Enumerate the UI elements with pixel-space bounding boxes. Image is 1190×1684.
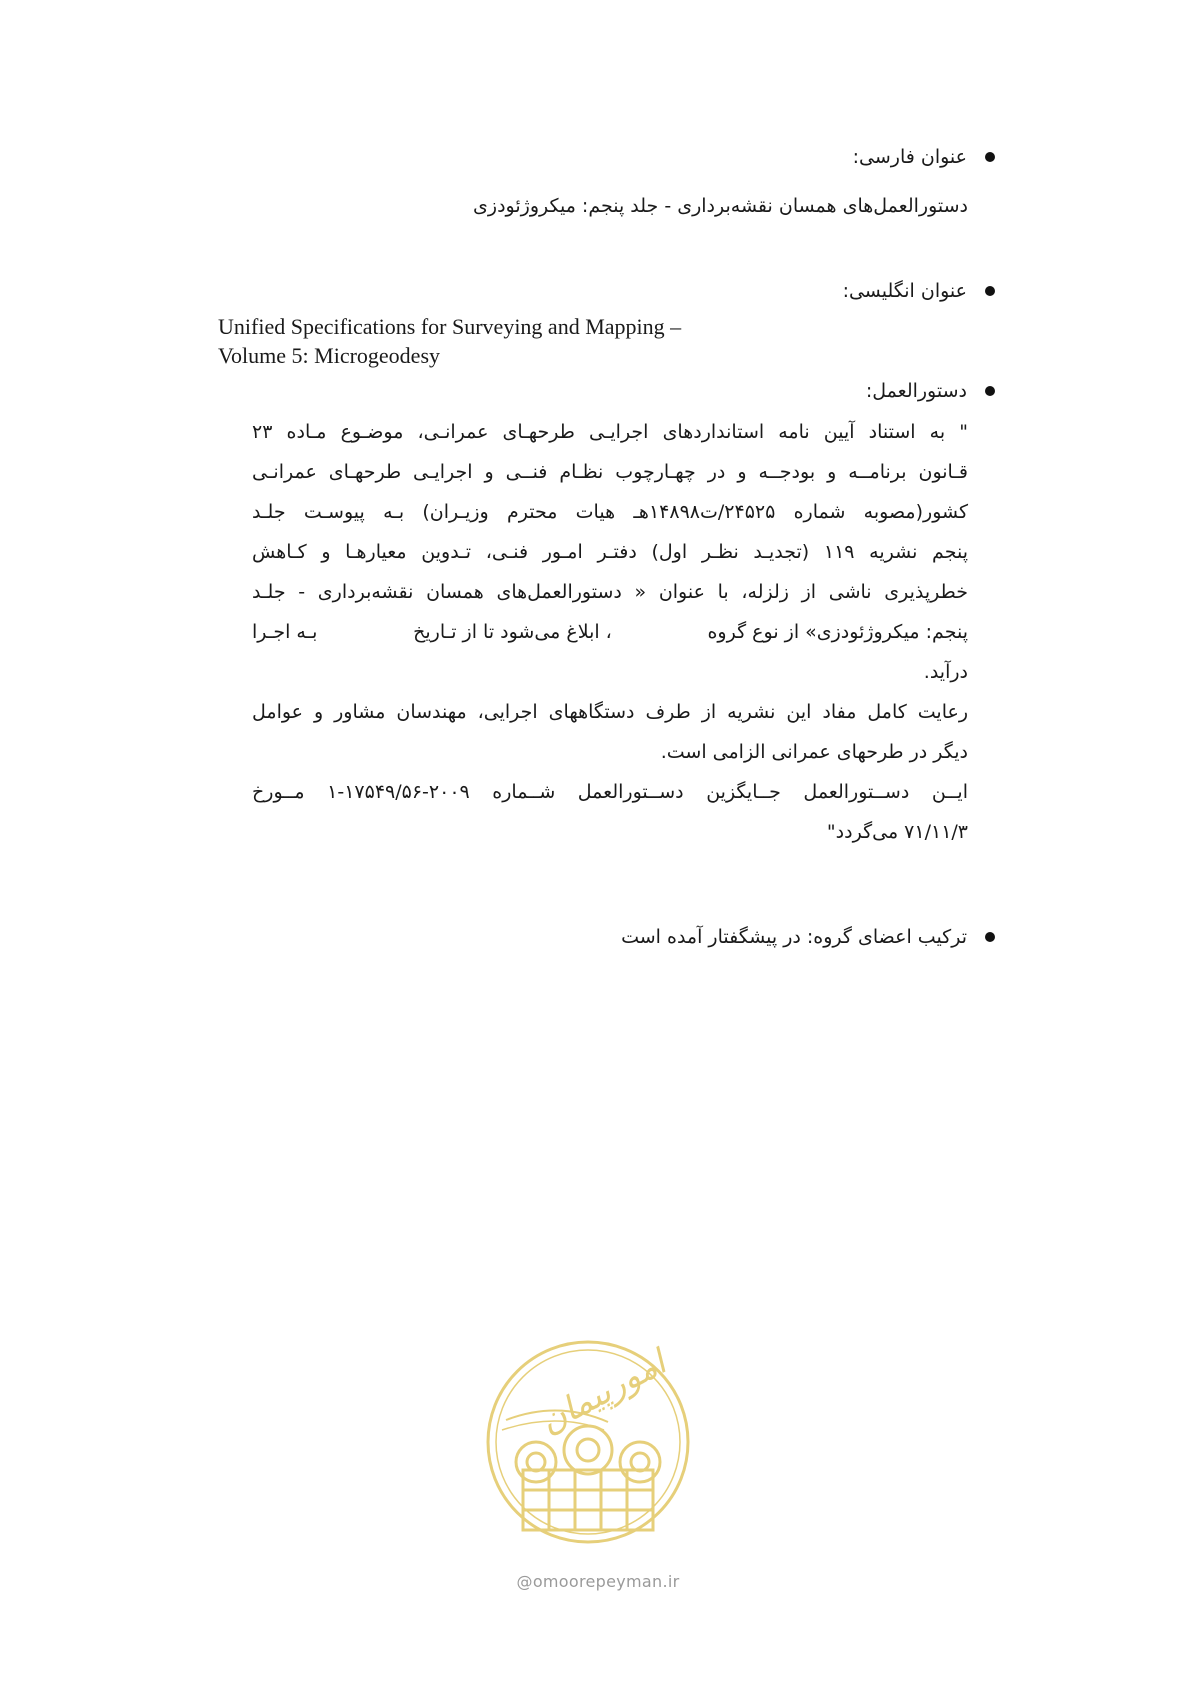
replacement-line: ۷۱/۱۱/۳ می‌گردد" [826, 821, 968, 843]
bullet-icon [985, 286, 995, 296]
logo-text: امورپیمان [533, 1342, 673, 1442]
instruction-line-part: پنجم: میکروژئودزی» از نوع گروه [707, 621, 968, 643]
watermark-handle: @omoorepeyman.ir [516, 1572, 680, 1591]
compliance-line: رعایت کامل مفاد این نشریه از طرف دستگاههای اجرایی، مهندسان مشاور و عوامل [252, 701, 968, 723]
english-title-line-1: Unified Specifications for Surveying and Mapping – [218, 314, 682, 339]
english-title-value [218, 312, 681, 370]
omoorepeyman-seal-logo-icon [478, 1330, 698, 1560]
bullet-icon [985, 386, 995, 396]
instruction-line-with-blanks [252, 612, 968, 652]
bullet-icon [985, 932, 995, 942]
instruction-bullet [195, 374, 995, 408]
instruction-line: پنجم نشریه ۱۱۹ (تجدیـد نظـر اول) دفتـر امـور فنـی، تـدوین معیارهـا و کـاهش [252, 541, 968, 563]
instruction-line-part: بـه اجـرا [252, 621, 318, 643]
instruction-label: دستورالعمل: [865, 380, 967, 402]
persian-title-bullet [195, 140, 995, 174]
instruction-line: خطرپذیری ناشی از زلزله، با عنوان « دستورالعمل‌های همسان نقشه‌برداری - جلـد [252, 581, 968, 603]
group-members-bullet [195, 920, 995, 954]
english-title-label: عنوان انگلیسی: [842, 280, 967, 302]
persian-title-value: دستورالعمل‌های همسان نقشه‌برداری - جلد پنجم: میکروژئودزی [473, 195, 968, 217]
bullet-icon [985, 152, 995, 162]
instruction-line-part: ، ابلاغ می‌شود تا از تـاریخ [413, 621, 612, 643]
instruction-body [252, 412, 968, 852]
group-members-text: ترکیب اعضای گروه: در پیشگفتار آمده است [621, 926, 967, 948]
compliance-line: دیگر در طرحهای عمرانی الزامی است. [660, 741, 968, 763]
english-title-line-2: Volume 5: Microgeodesy [218, 343, 441, 368]
instruction-line: قـانون برنامــه و بودجــه و در چهـارچوب نظـام فنــی و اجرایـی طرحهـای عمرانـی [252, 461, 968, 483]
replacement-line: ایــن دســتورالعمل جــایگزین دســتورالعمل شــماره ۲۰۰۹-۱۷۵۴۹/۵۶-۱ مــورخ [252, 781, 968, 803]
persian-title-label: عنوان فارسی: [852, 146, 967, 168]
english-title-bullet [195, 274, 995, 308]
instruction-line: درآید. [923, 661, 968, 683]
blank-group-field [625, 612, 695, 652]
instruction-line: " به استناد آیین نامه استانداردهای اجرایـی طرحهـای عمرانـی، موضـوع مـاده ۲۳ [252, 421, 968, 443]
blank-date-field [330, 612, 400, 652]
instruction-line: کشور(مصوبه شماره ۲۴۵۲۵/ت۱۴۸۹۸هـ هیات محترم وزیـران) بـه پیوسـت جلـد [252, 501, 969, 523]
